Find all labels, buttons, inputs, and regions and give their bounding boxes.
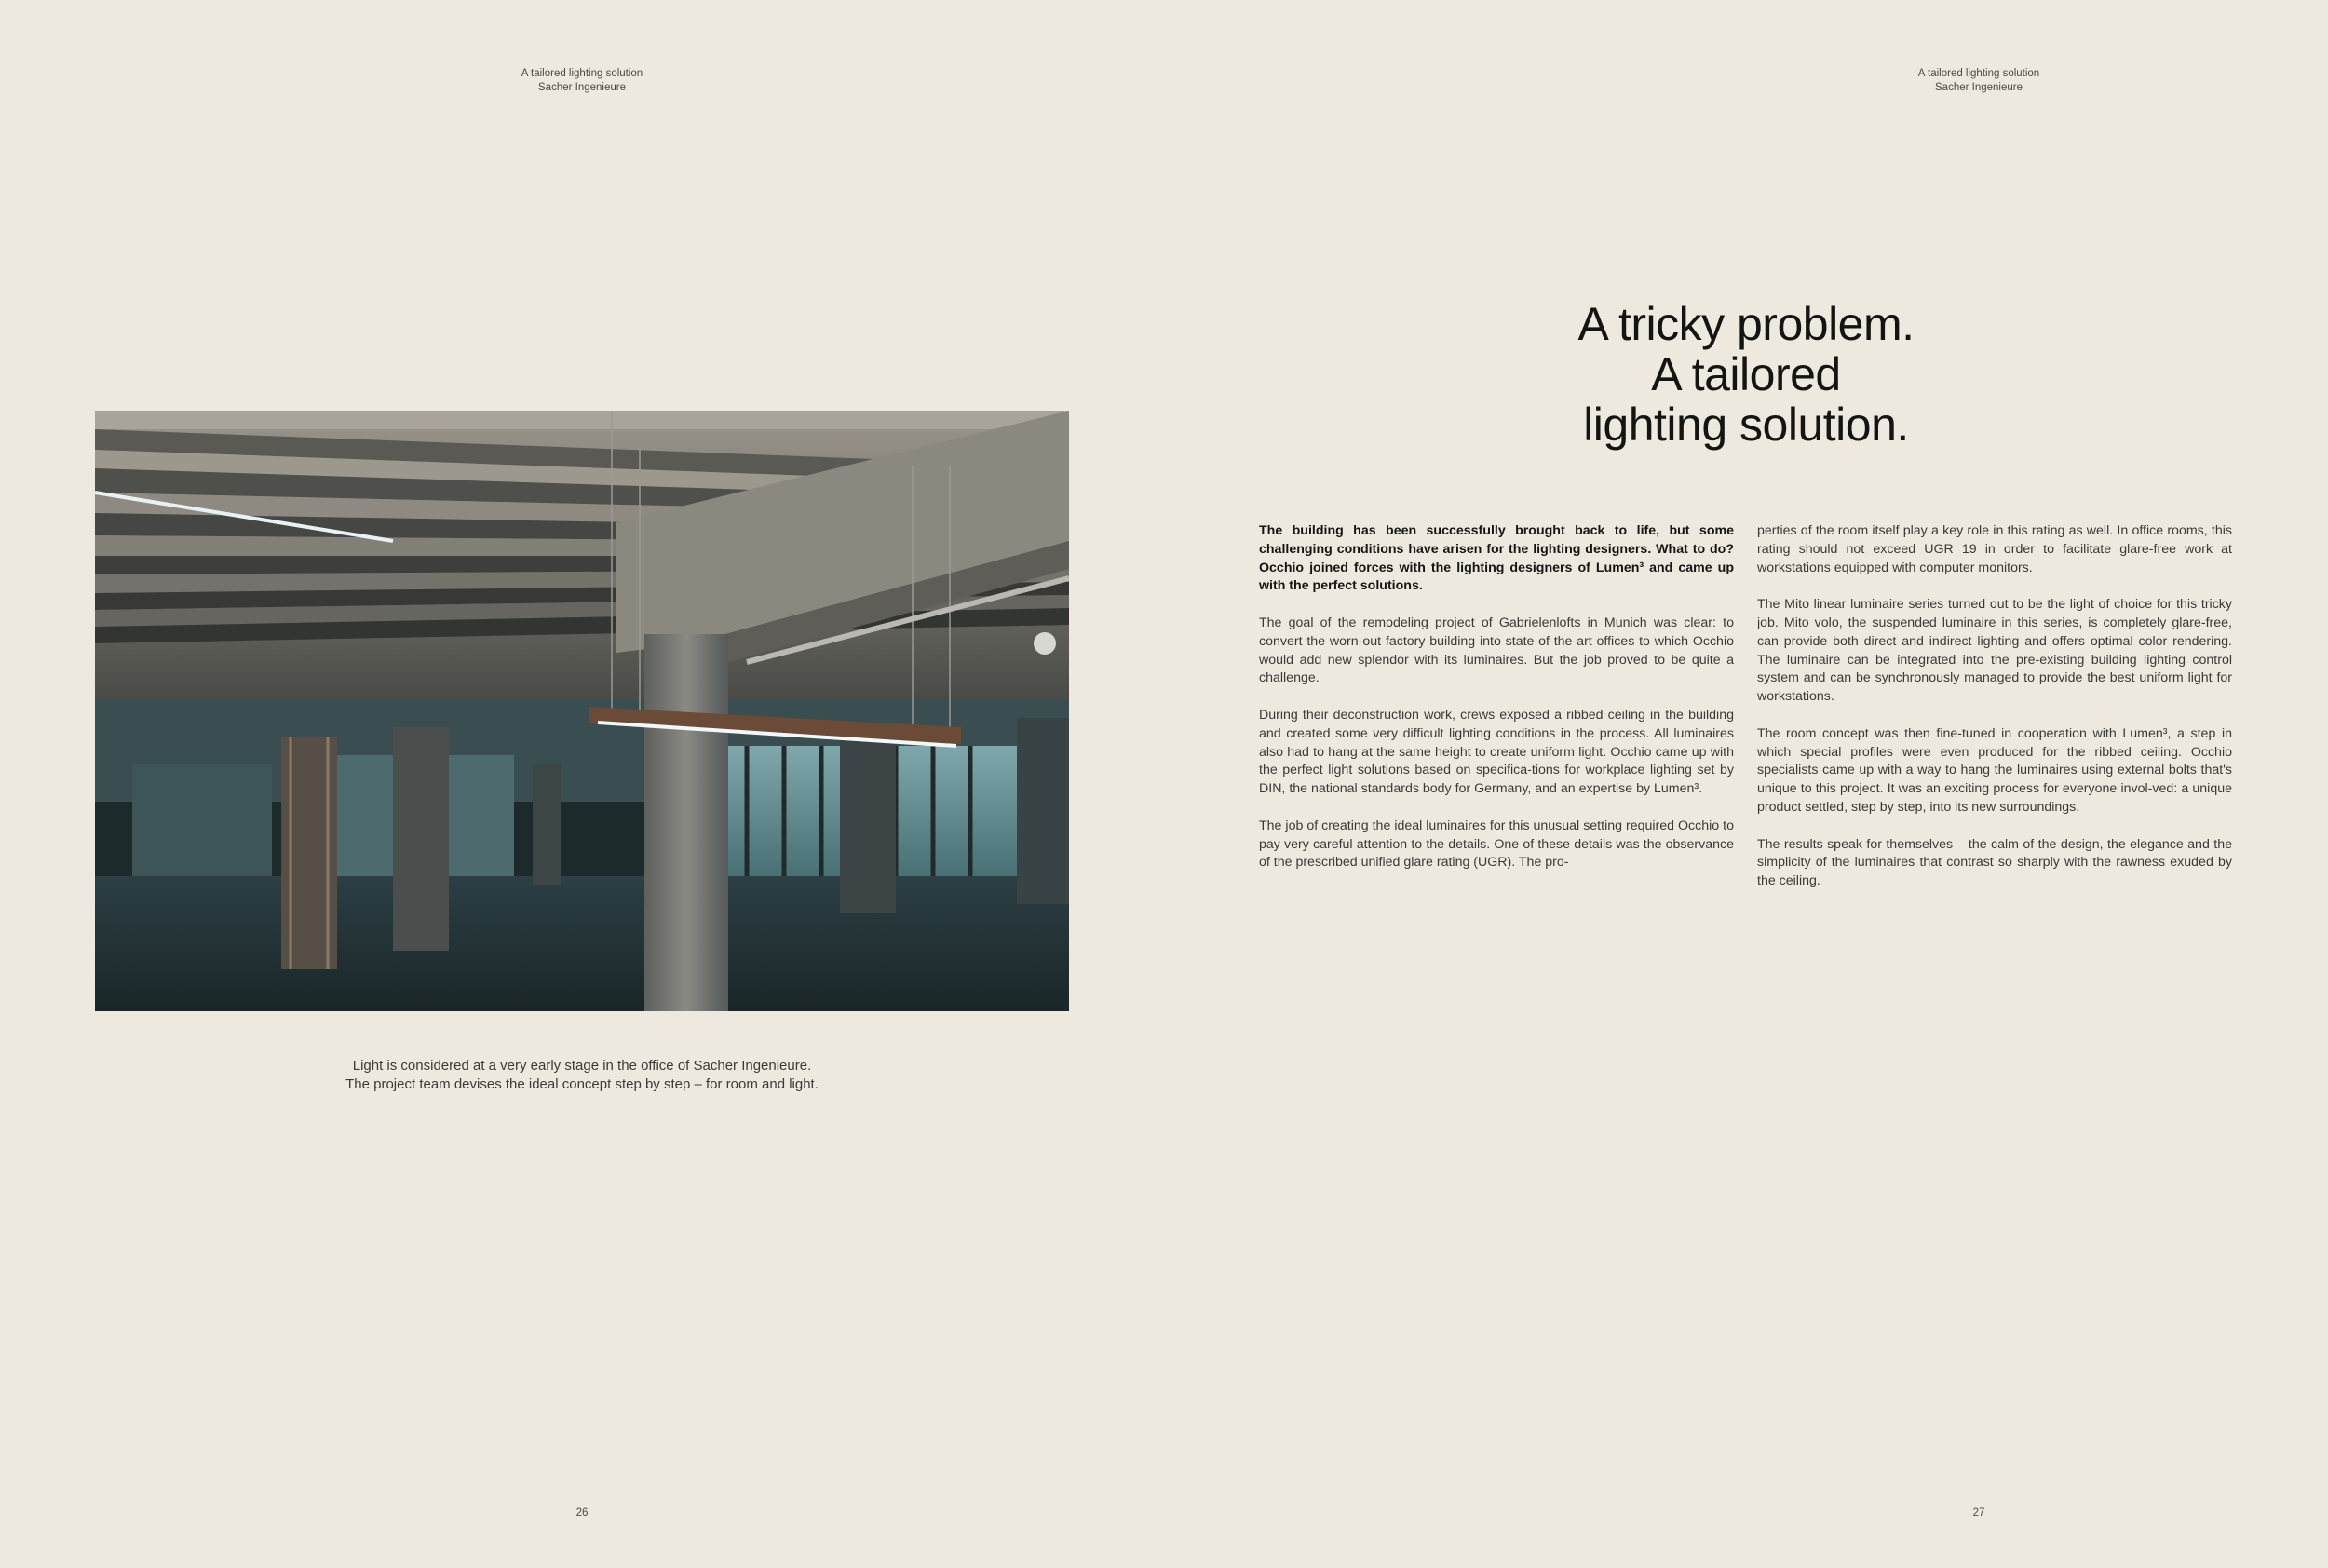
page-number-right: 27 — [1972, 1507, 1985, 1519]
running-head-subtitle: Sacher Ingenieure — [1935, 82, 2023, 93]
office-photo — [95, 411, 1069, 1011]
body-paragraph: During their deconstruction work, crews exposed a ribbed ceiling in the building and created some very difficult lighting conditions in the process. All luminaires also had to hang at the same height to create uniform light. Occhio came up with the perfect light solutions based on specifica-tions for workplace lighting set by DIN, the national standards body for Germany, and an expertise by Lumen³. — [1259, 707, 1734, 797]
body-paragraph: The Mito linear luminaire series turned out to be the light of choice for this tricky job. Mito volo, the suspended luminaire in this series, is completely glare-free, can provide both direct and indirect lighting and offers optimal color rendering. The luminaire can be integrated into the pre-existing building lighting control system and can be synchronously managed to provide the best uniform light for workstations. — [1757, 597, 2232, 705]
running-head-title: A tailored lighting solution — [1917, 68, 2040, 79]
page-number-left: 26 — [575, 1507, 589, 1519]
headline-line: A tricky problem. — [1577, 298, 1915, 350]
article-headline — [1350, 299, 2142, 450]
body-paragraph: The goal of the remodeling project of Gabrielenlofts in Munich was clear: to convert the worn-out factory building into state-of-the-art offices to which Occhio would add new splendor with its luminaires. But the job proved to be quite a challenge. — [1259, 615, 1734, 686]
body-paragraph: The results speak for themselves – the calm of the design, the elegance and the simplicity of the luminaires that contrast so sharply with the rawness exuded by the ceiling. — [1757, 836, 2232, 889]
running-head-subtitle: Sacher Ingenieure — [538, 82, 626, 93]
running-head-title: A tailored lighting solution — [521, 68, 643, 79]
running-head-right — [1793, 67, 2165, 95]
lead-paragraph: The building has been successfully brought back to life, but some challenging conditions have arisen for the lighting designers. What to do? Occhio joined forces with the lighting designers of Lumen³ and came up with the perfect solutions. — [1259, 523, 1734, 594]
body-column-right — [1757, 522, 2232, 910]
body-paragraph: The room concept was then fine-tuned in cooperation with Lumen³, a step in which special profiles were even produced for the ribbed ceiling. Occhio specialists came up with a way to hang the luminaires using external bolts that's unique to this project. It was an exciting process for everyone invol-ved: a unique product settled, step by step, into its new surroundings. — [1757, 725, 2232, 815]
headline-line: lighting solution. — [1583, 399, 1909, 451]
body-paragraph: perties of the room itself play a key role in this rating as well. In office rooms, this rating should not exceed UGR 19 in order to facilitate glare-free work at workstations equipped with computer monitors. — [1757, 523, 2232, 575]
caption-line: The project team devises the ideal concept step by step – for room and light. — [345, 1076, 819, 1092]
headline-line: A tailored — [1651, 348, 1841, 400]
running-head-left — [396, 67, 768, 95]
caption-line: Light is considered at a very early stage in the office of Sacher Ingenieure. — [352, 1058, 812, 1074]
photo-caption — [210, 1057, 954, 1094]
body-column-left — [1259, 522, 1734, 891]
office-photo-illustration — [95, 411, 1069, 1011]
body-paragraph: The job of creating the ideal luminaires for this unusual setting required Occhio to pay very careful attention to the details. One of these details was the observance of the prescribed unified glare rating (UGR). The pro- — [1259, 818, 1734, 871]
